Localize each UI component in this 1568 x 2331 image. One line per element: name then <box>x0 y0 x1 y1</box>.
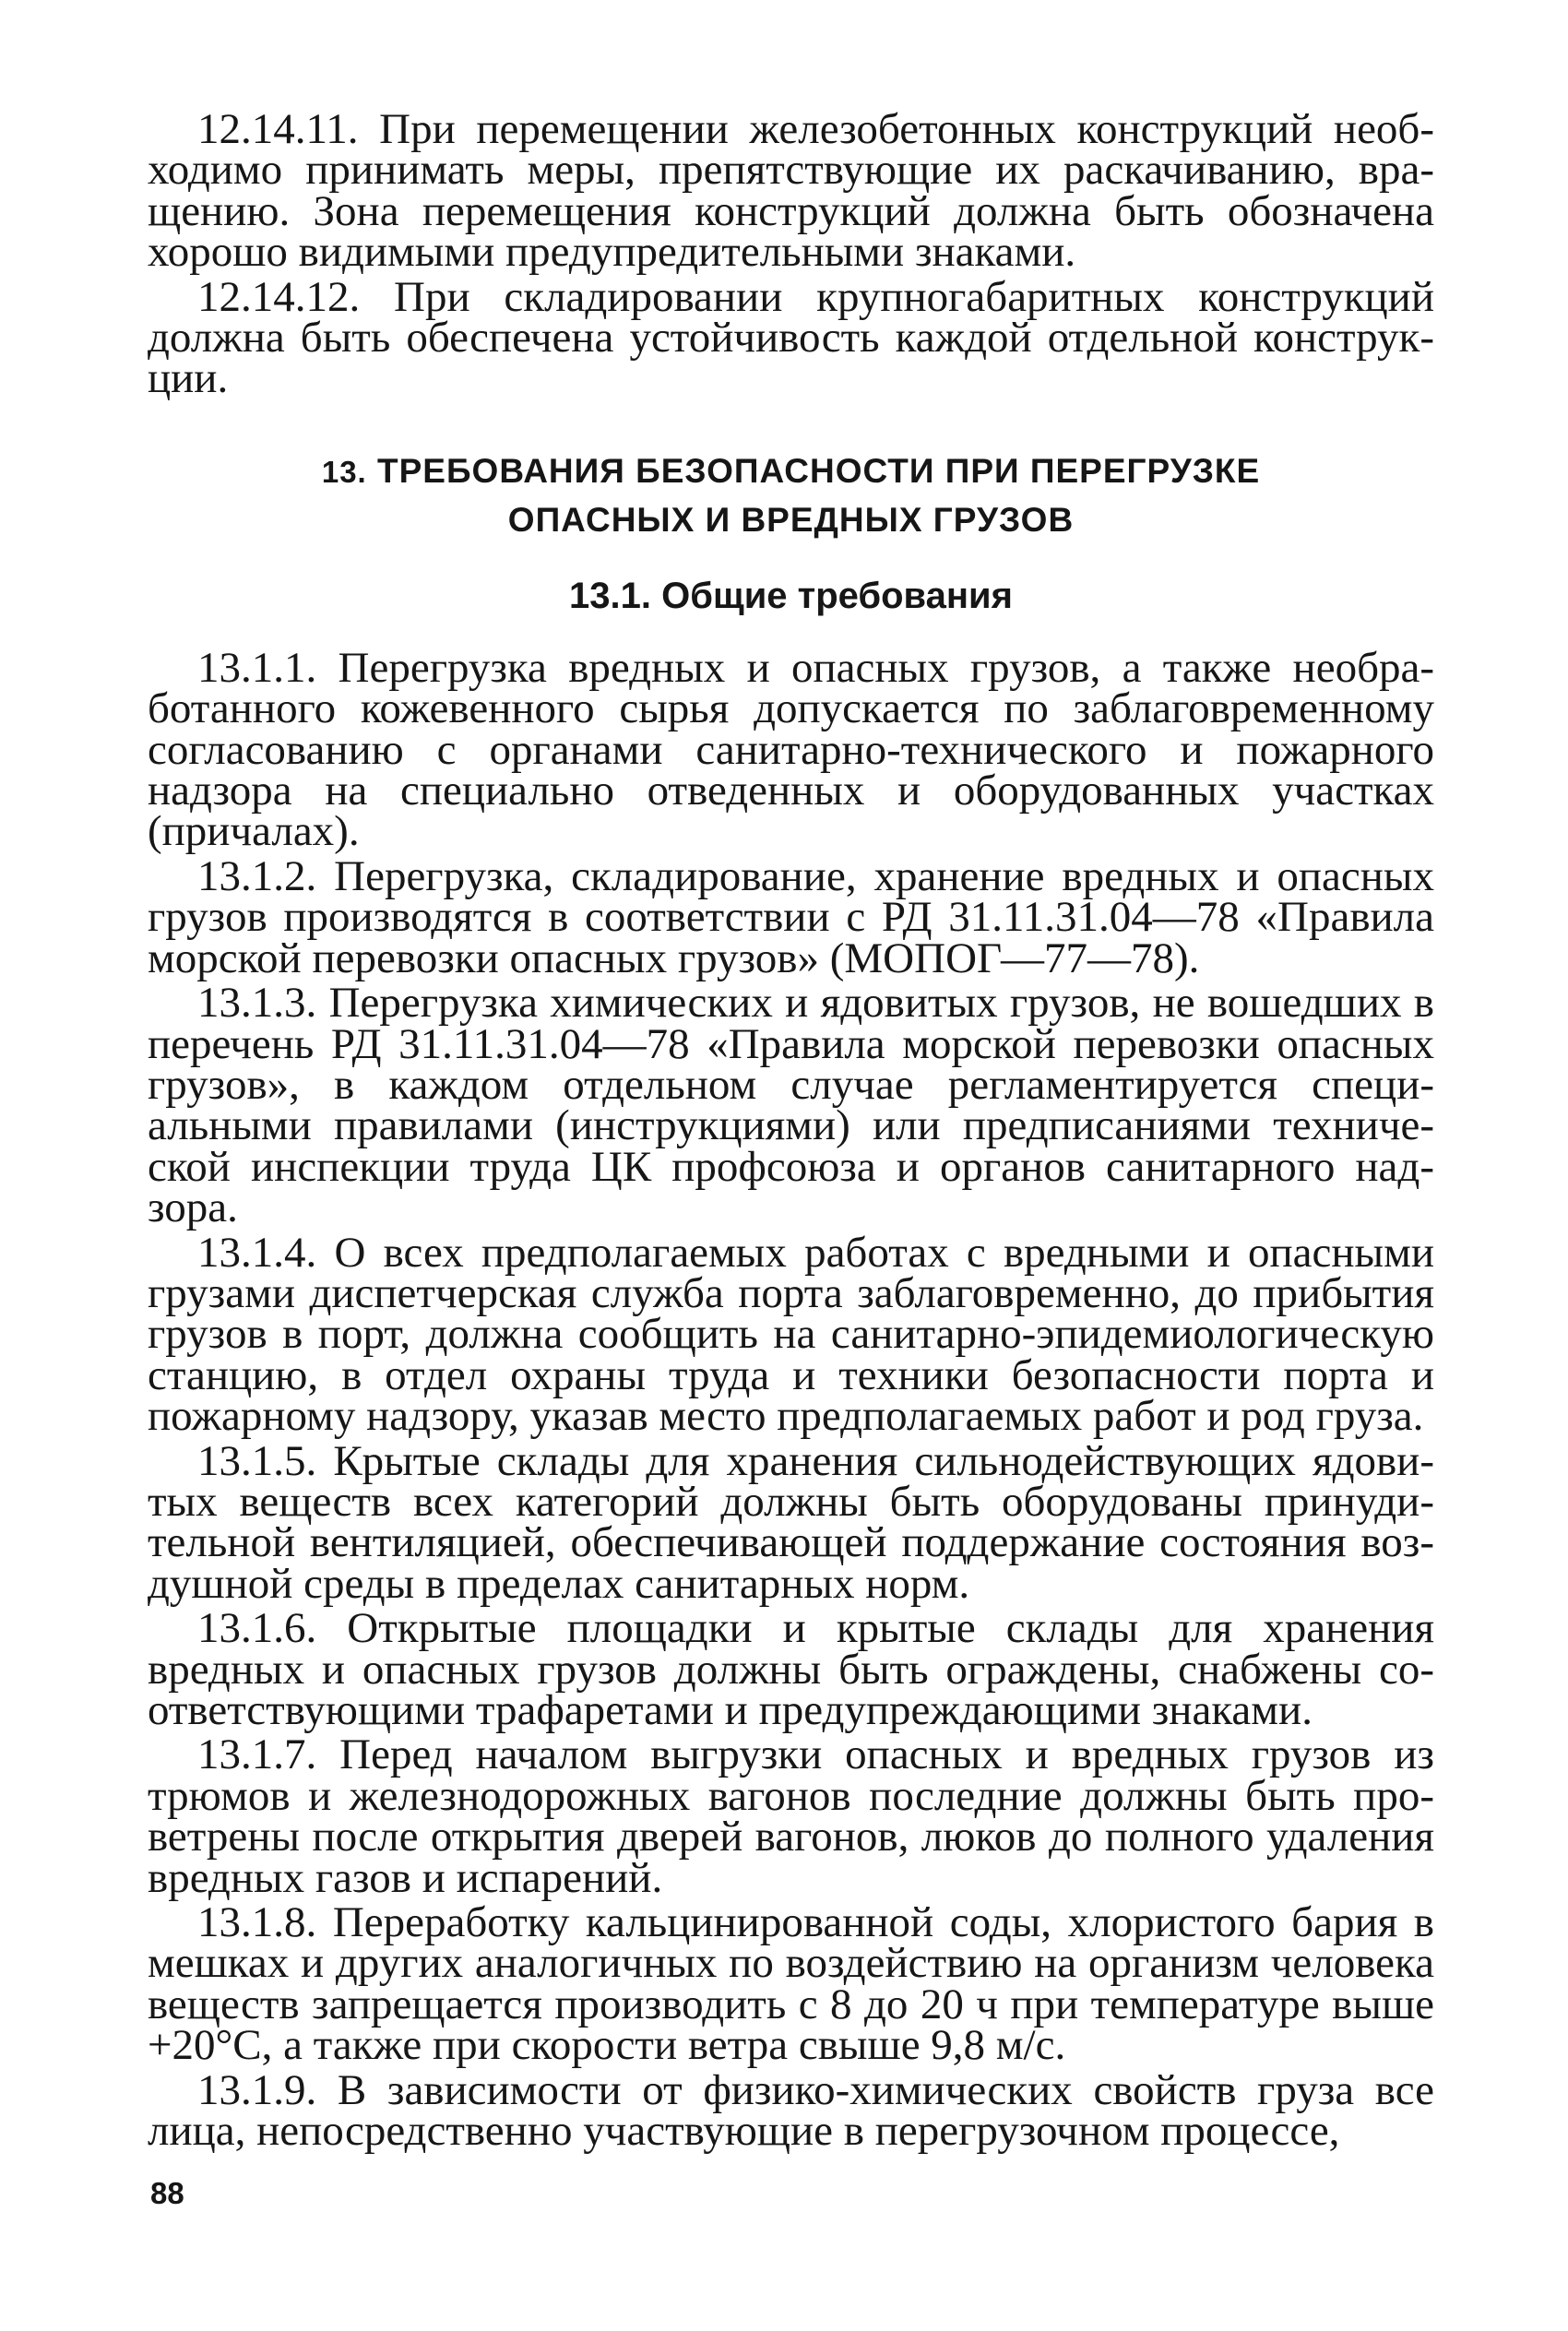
document-page <box>148 105 1434 2156</box>
subsection-heading: 13.1. Общие требования <box>569 575 1013 616</box>
section-number: 13. <box>321 454 367 489</box>
paragraph-12-14-12: 12.14.12. При складировании крупногабаритных конструкций должна быть обеспечена устойчивость каждой отдельной конструкции. <box>148 272 1434 403</box>
section-heading-line-1 <box>148 447 1434 496</box>
paragraph-13-1-2: 13.1.2. Перегрузка, складирование, хранение вредных и опасных грузов производятся в соответствии с РД 31.11.31.04—78 «Правила морской перевозки опасных грузов» (МОПОГ—77—78). <box>148 851 1434 982</box>
paragraph-13-1-3: 13.1.3. Перегрузка химических и ядовитых грузов, не вошедших в перечень РД 31.11.31.04—78 «Правила морской перевозки опасных грузов», в каждом отдельном случае регламентируется специальными правилами (инструкциями) или предписаниями технической инспекции труда ЦК профсоюза и органов санитарного надзора. <box>148 979 1434 1232</box>
paragraph-13-1-5: 13.1.5. Крытые склады для хранения сильнодействующих ядовитых веществ всех категорий должны быть оборудованы принудительной вентиляцией, обеспечивающей поддержание состояния воздушной среды в пределах санитарных норм. <box>148 1436 1434 1608</box>
section-heading <box>148 447 1434 544</box>
section-title-line-2: ОПАСНЫХ И ВРЕДНЫХ ГРУЗОВ <box>507 500 1075 539</box>
paragraph-13-1-8: 13.1.8. Переработку кальцинированной соды, хлористого бария в мешках и других аналогичных по воздействию на организм человека веществ запрещается производить с 8 до 20 ч при температуре выше +20°С, а также при скорости ветра свыше 9,8 м/с. <box>148 1898 1434 2070</box>
paragraph-13-1-6: 13.1.6. Открытые площадки и крытые склады для хранения вредных и опасных грузов должны быть ограждены, снабжены соответствующими трафаретами и предупреждающими знаками. <box>148 1604 1434 1734</box>
paragraph-13-1-4: 13.1.4. О всех предполагаемых работах с вредными и опасными грузами диспетчерская служба порта заблаговременно, до прибытия грузов в порт, должна сообщить на санитарно-эпидемиологическую станцию, в отдел охраны труда и техники безопасности порта и пожарному надзору, указав место предполагаемых работ и род груза. <box>148 1228 1434 1441</box>
page-number: 88 <box>150 2176 184 2210</box>
section-title-line-1: ТРЕБОВАНИЯ БЕЗОПАСНОСТИ ПРИ ПЕРЕГРУЗКЕ <box>377 451 1261 490</box>
paragraph-13-1-7: 13.1.7. Перед началом выгрузки опасных и вредных грузов из трюмов и железнодорожных вагонов последние должны быть проветрены после открытия дверей вагонов, люков до полного удаления вредных газов и испарений. <box>148 1730 1434 1902</box>
paragraph-12-14-11: 12.14.11. При перемещении железобетонных конструкций необходимо принимать меры, препятствующие их раскачиванию, вращению. Зона перемещения конструкций должна быть обозначена хорошо видимыми предупредительными знаками. <box>148 105 1434 277</box>
paragraph-13-1-9: 13.1.9. В зависимости от физико-химических свойств груза все лица, непосредственно участвующие в перегрузочном процессе, <box>148 2065 1434 2156</box>
paragraph-13-1-1: 13.1.1. Перегрузка вредных и опасных грузов, а также необработанного кожевенного сырья допускается по заблаговременному согласованию с органами санитарно-технического и пожарного надзора на специально отведенных и оборудованных участках (причалах). <box>148 643 1434 856</box>
